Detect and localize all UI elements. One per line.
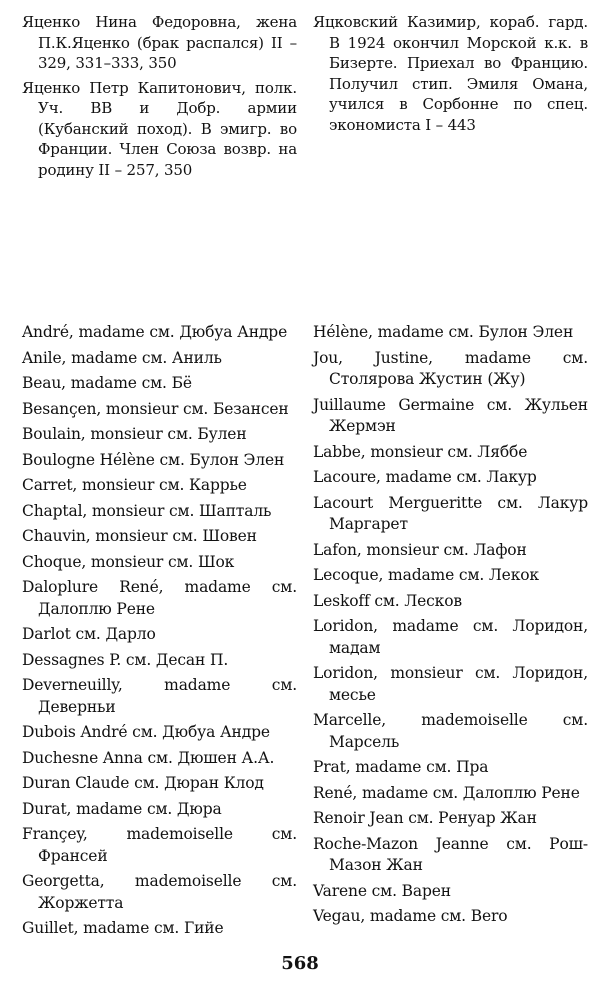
index-entry: Lafon, monsieur см. Лафон <box>313 540 527 559</box>
index-entry: Varene см. Варен <box>313 881 451 900</box>
index-entry: René, madame см. Далоплю Рене <box>313 783 580 802</box>
index-entry: Lacoure, madame см. Лакур <box>313 468 537 486</box>
biography-entry: Яценко Нина Федоровна, жена П.К.Яценко (брак распался) II – 329, 331–333, 350 <box>22 13 297 72</box>
index-entry: Hélène, madame см. Булон Элен <box>313 323 574 341</box>
index-entry: Dessagnes P. см. Десан П. <box>22 650 229 669</box>
index-entry: André, madame см. Дюбуа Андре <box>22 323 288 341</box>
index-entry: Georgetta, mademoiselle см. Жоржетта <box>22 872 297 912</box>
index-entry: Jou, Justine, madame см. Столярова Жустин (Жу) <box>313 348 588 388</box>
biography-entry: Яцковский Казимир, кораб. гард. В 1924 окончил Морской к.к. в Бизерте. Приехал во Францию. Получил стип. Эмиля Омана, учился в Сорбонне по спец. экономиста I – 443 <box>313 13 588 134</box>
top-left-column <box>22 12 297 184</box>
index-entry: Renoir Jean см. Ренуар Жан <box>313 809 537 827</box>
index-entry: Dubois André см. Дюбуа Андре <box>22 723 270 741</box>
index-entry: Loridon, monsieur см. Лоридон, месье <box>313 664 588 704</box>
biography-entry: Яценко Петр Капитонович, полк. Уч. ВВ и Добр. армии (Кубанский поход). В эмигр. во Франции. Член Союза возвр. на родину II – 257, 350 <box>22 78 297 179</box>
index-entry: Prat, madame см. Пра <box>313 758 489 776</box>
index-entry: Françey, mademoiselle см. Франсей <box>22 825 297 865</box>
page-number: 568 <box>281 953 319 974</box>
index-entry: Guillet, madame см. Гийе <box>22 919 224 937</box>
index-entry: Darlot см. Дарло <box>22 625 156 643</box>
index-entry: Duran Claude см. Дюран Клод <box>22 774 264 792</box>
index-entry: Duchesne Anna см. Дюшен А.А. <box>22 748 275 767</box>
index-entry: Deverneuilly, madame см. Деверньи <box>22 676 297 716</box>
index-entry: Chaptal, monsieur см. Шапталь <box>22 501 272 520</box>
index-entry: Lacourt Merguerittе см. Лакур Маргарет <box>313 493 588 533</box>
index-entry: Boulain, monsieur см. Булен <box>22 425 247 443</box>
index-entry: Chauvin, monsieur см. Шовен <box>22 527 257 545</box>
index-entry: Vegau, madame см. Веrо <box>313 907 508 925</box>
index-entry: Beau, madame см. Бё <box>22 374 192 392</box>
index-left-column <box>22 322 297 944</box>
index-entry: Besançen, monsieur см. Безансен <box>22 399 289 418</box>
index-entry: Choque, monsieur см. Шок <box>22 552 235 571</box>
index-entry: Daloplure René, madame см. Далоплю Рене <box>22 578 297 618</box>
index-entry: Lecoque, madame см. Лекок <box>313 566 539 584</box>
index-entry: Durat, madame см. Дюра <box>22 799 222 818</box>
index-entry: Anile, madame см. Аниль <box>22 348 222 367</box>
index-entry: Labbe, monsieur см. Ляббе <box>313 442 528 461</box>
index-entry: Carret, monsieur см. Каррье <box>22 476 247 494</box>
index-entry: Marcelle, mademoiselle см. Марсель <box>313 711 588 751</box>
index-entry: Leskoff см. Лесков <box>313 591 462 610</box>
index-right-column <box>313 322 588 932</box>
index-entry: Loridon, madame см. Лоридон, мадам <box>313 617 588 657</box>
index-entry: Roche-Mazon Jeanne см. Рош-Мазон Жан <box>313 834 588 874</box>
index-entry: Juillaume Germaine см. Жульен Жермэн <box>313 395 588 435</box>
index-entry: Boulogne Hélène см. Булон Элен <box>22 450 285 469</box>
top-right-column <box>313 12 588 139</box>
